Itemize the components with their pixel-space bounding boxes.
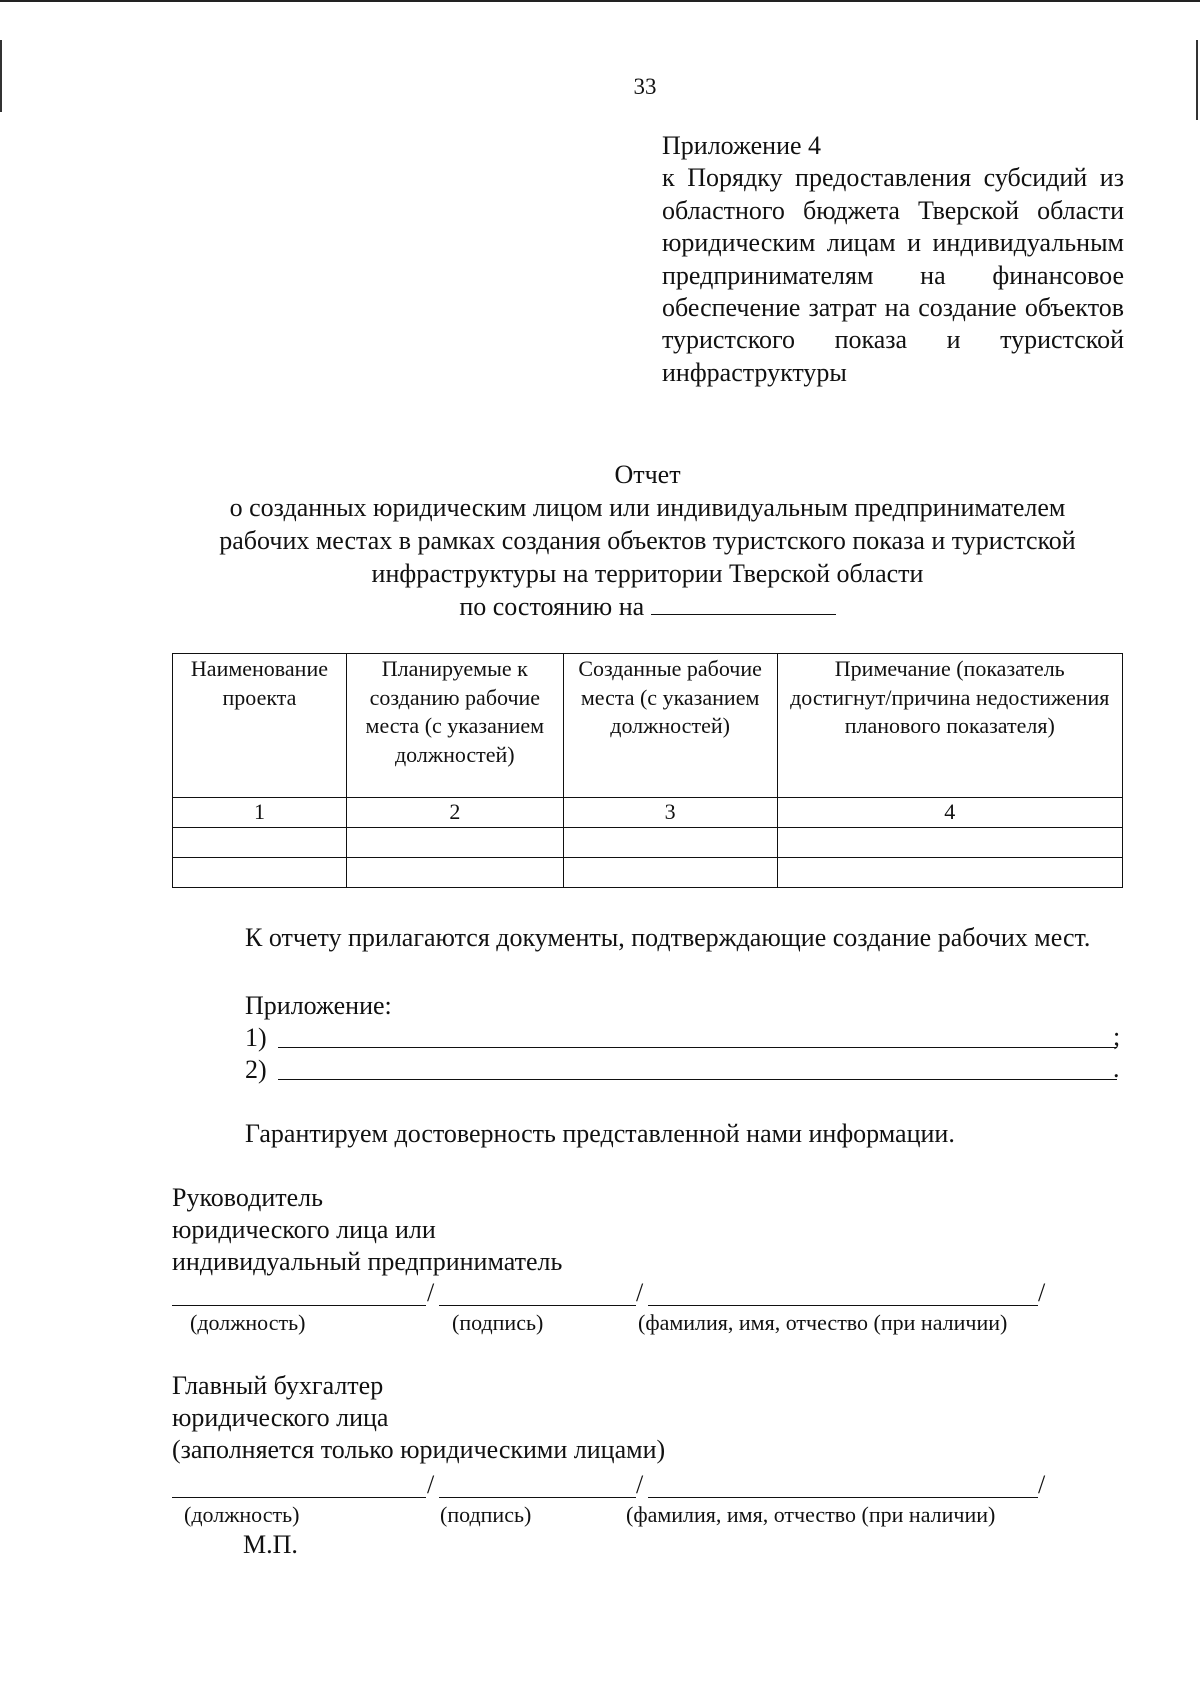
scan-edge-right: [1196, 40, 1198, 120]
separator-slash: /: [427, 1278, 435, 1307]
head-position-caption: (должность): [190, 1310, 306, 1335]
head-signature-line: [439, 1305, 636, 1306]
head-signatory-line-3: индивидуальный предприниматель: [172, 1247, 563, 1276]
head-name-line: [648, 1305, 1038, 1306]
table-cell: [173, 858, 347, 888]
head-name-caption: (фамилия, имя, отчество (при наличии): [638, 1310, 1008, 1335]
accountant-signature-line: [439, 1497, 636, 1498]
attachment-item-2-end: .: [1113, 1054, 1120, 1083]
appendix-header: [662, 130, 1124, 389]
attachment-item-1-line: [278, 1047, 1117, 1048]
table-number-row: [173, 798, 1123, 828]
head-signatory: [172, 1182, 562, 1278]
table-cell: [777, 828, 1123, 858]
attachment-item-1-label: 1): [245, 1023, 267, 1052]
attachment-item-2-line: [278, 1079, 1117, 1080]
table-cell: [563, 828, 777, 858]
head-signatory-line-2: юридического лица или: [172, 1215, 436, 1244]
table-row: [173, 828, 1123, 858]
table-header-cell: Планируемые к созданию рабочие места (с указанием должностей): [346, 654, 563, 798]
report-as-of-label: по состоянию на: [459, 592, 645, 621]
table-row: [173, 858, 1123, 888]
report-title: Отчет: [614, 460, 681, 489]
accountant-signatory-line-2: юридического лица: [172, 1403, 389, 1432]
table-number-cell: 4: [777, 798, 1123, 828]
table-number-cell: 2: [346, 798, 563, 828]
report-subtitle-line-1: о созданных юридическим лицом или индивидуальным предпринимателем: [229, 493, 1066, 522]
accountant-signatory-line-1: Главный бухгалтер: [172, 1371, 384, 1400]
head-position-line: [172, 1305, 426, 1306]
scan-edge-left: [0, 40, 2, 112]
scan-edge-top: [0, 0, 1200, 2]
attachments-label: Приложение:: [245, 991, 392, 1020]
report-date-blank: [651, 592, 836, 615]
attachments-paragraph: К отчету прилагаются документы, подтверждающие создание рабочих мест.: [245, 923, 1091, 952]
accountant-name-caption: (фамилия, имя, отчество (при наличии): [626, 1502, 996, 1527]
accountant-signatory-line-3: (заполняется только юридическими лицами): [172, 1435, 666, 1464]
report-as-of: [160, 590, 1135, 623]
table-header-cell: Примечание (показатель достигнут/причина недостижения планового показателя): [777, 654, 1123, 798]
head-signatory-line-1: Руководитель: [172, 1183, 323, 1212]
table-number-cell: 1: [173, 798, 347, 828]
accountant-position-line: [172, 1497, 426, 1498]
table-cell: [173, 828, 347, 858]
guarantee-statement: Гарантируем достоверность представленной нами информации.: [245, 1119, 955, 1148]
separator-slash: /: [636, 1470, 644, 1499]
table-cell: [346, 858, 563, 888]
separator-slash: /: [1038, 1470, 1046, 1499]
accountant-signature-caption: (подпись): [440, 1502, 532, 1527]
table-header-cell: Созданные рабочие места (с указанием должностей): [563, 654, 777, 798]
table-cell: [777, 858, 1123, 888]
appendix-body: к Порядку предоставления субсидий из областного бюджета Тверской области юридическим лицам и индивидуальным предпринимателям на финансовое обеспечение затрат на создание объектов туристского показа и туристской инфраструктуры: [662, 163, 1124, 387]
page-number: 33: [633, 74, 657, 99]
head-signature-caption: (подпись): [452, 1310, 544, 1335]
separator-slash: /: [1038, 1278, 1046, 1307]
table-number-cell: 3: [563, 798, 777, 828]
attachment-item-1-end: ;: [1113, 1022, 1121, 1051]
report-heading: [160, 458, 1135, 623]
table-cell: [563, 858, 777, 888]
accountant-signatory: [172, 1370, 665, 1466]
accountant-name-line: [648, 1497, 1038, 1498]
table-cell: [346, 828, 563, 858]
report-subtitle-line-3: инфраструктуры на территории Тверской области: [371, 559, 924, 588]
separator-slash: /: [427, 1470, 435, 1499]
accountant-position-caption: (должность): [184, 1502, 300, 1527]
attachment-item-2-label: 2): [245, 1055, 267, 1084]
table-header-row: [173, 654, 1123, 798]
table-header-cell: Наименование проекта: [173, 654, 347, 798]
report-subtitle-line-2: рабочих местах в рамках создания объектов туристского показа и туристской: [219, 526, 1076, 555]
appendix-title: Приложение 4: [662, 131, 822, 160]
stamp-place-label: М.П.: [243, 1530, 298, 1559]
jobs-table: [172, 653, 1123, 888]
separator-slash: /: [636, 1278, 644, 1307]
